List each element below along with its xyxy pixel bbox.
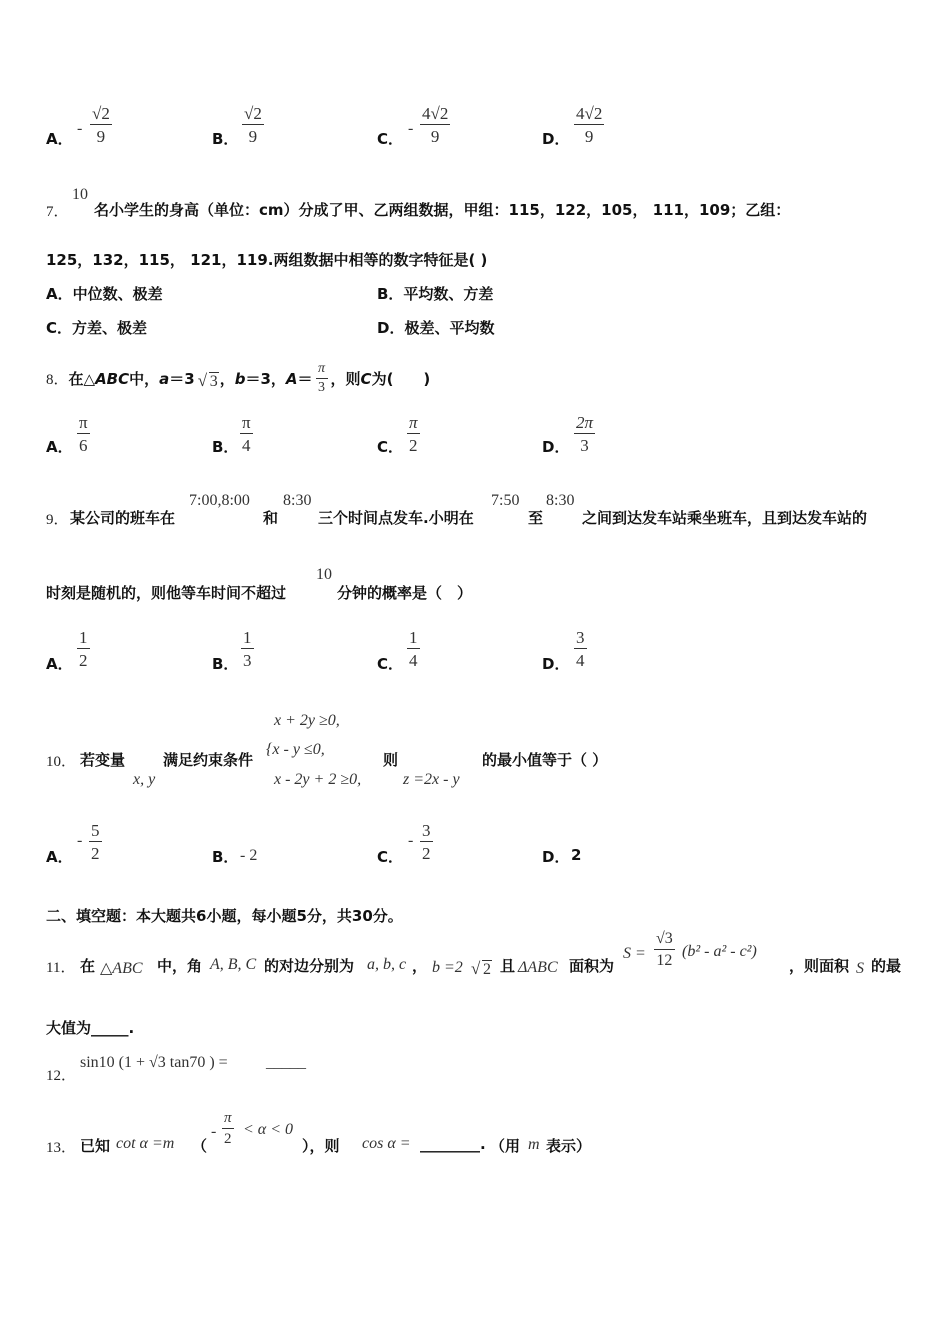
q13-m: m — [528, 1136, 540, 1153]
q8-A: A — [285, 369, 298, 388]
q10-option-c-label: C． — [377, 848, 404, 866]
q10-option-a-num: 5 — [91, 821, 100, 840]
q9-ten: 10 — [316, 566, 332, 583]
q13-cos: cos α = — [362, 1135, 411, 1152]
q13-text-3: 表示） — [546, 1137, 592, 1155]
q10-text-3: 则 — [383, 751, 399, 769]
q8-rad3: 3 — [209, 372, 218, 390]
q11-line2: 大值为_____. — [46, 1019, 135, 1037]
q11-number: 11． — [46, 960, 76, 976]
q10-text-1: 若变量 — [80, 751, 126, 769]
q6-option-b-den: 9 — [248, 127, 258, 146]
q10-objective: z =2x - y — [403, 771, 460, 788]
q6-option-a-den: 9 — [96, 127, 106, 146]
q7-option-d: D．极差、平均数 — [377, 319, 495, 337]
q13-pi-over-2 — [222, 1111, 234, 1147]
q13-paren-open: （ — [192, 1137, 208, 1155]
q7-option-b: B．平均数、方差 — [377, 285, 494, 303]
q8-C: C — [360, 369, 372, 388]
q9-option-c-label: C． — [377, 655, 404, 673]
q13-two: 2 — [224, 1131, 232, 1147]
q11-text-2: 中，角 — [157, 957, 203, 975]
q9-times-1: 7:00,8:00 — [189, 492, 250, 509]
q10-constraint-2: {x - y ≤0, — [266, 741, 325, 758]
q10-option-a-sign: - — [77, 832, 83, 849]
q13-inequality: < α < 0 — [243, 1121, 293, 1138]
q9-text-1: 某公司的班车在 — [70, 509, 176, 527]
q9-option-c-fraction — [407, 629, 420, 669]
q6-option-d-fraction — [574, 105, 604, 145]
q12-number: 12． — [46, 1068, 77, 1084]
q11-fraction — [654, 931, 675, 969]
q9-time-3: 7:50 — [491, 492, 520, 509]
q10-option-b-label: B． — [212, 848, 239, 866]
q11-text-3: 的对边分别为 — [264, 957, 355, 975]
q10-xy: x, y — [133, 771, 156, 788]
q9-time-2: 8:30 — [283, 492, 312, 509]
q9-line2-a: 时刻是随机的，则他等车时间不超过 — [46, 584, 287, 602]
q13-cot: cot α =m — [116, 1135, 175, 1152]
q9-line2-b: 分钟的概率是（ ） — [337, 584, 473, 602]
q8-pi-over-3 — [316, 362, 328, 395]
q11-fraction-den: 12 — [656, 952, 673, 969]
q9-option-b-num: 1 — [243, 628, 252, 647]
q10-option-b-value: - 2 — [240, 847, 258, 864]
q8-number: 8． — [46, 372, 69, 388]
q10-text-4: 的最小值等于（ ） — [482, 751, 608, 769]
q8-three: 3 — [318, 380, 326, 395]
q8-option-a-num: π — [79, 413, 88, 432]
q10-option-d-value: 2 — [571, 846, 582, 864]
q13-pi: π — [224, 1110, 232, 1126]
q11-text-8: 的最 — [871, 957, 902, 975]
q8-stem — [46, 362, 430, 395]
q9-text-3: 三个时间点发车.小明在 — [318, 509, 474, 527]
q11-sqrt-2 — [472, 961, 492, 979]
q8-eq1: ＝3 — [169, 370, 195, 388]
q9-text-4: 至 — [528, 509, 544, 527]
q11-S-eq: S = — [623, 945, 646, 962]
q8-option-c-den: 2 — [409, 436, 418, 455]
q6-option-b-num: √2 — [244, 104, 262, 123]
q8-sqrt-3 — [199, 373, 219, 391]
q8-text-3: ，则 — [330, 370, 361, 388]
q7-line1: 名小学生的身高（单位：cm）分成了甲、乙两组数据，甲组：115，122，105， 111，109；乙组： — [94, 201, 791, 219]
q13-minus: - — [211, 1123, 217, 1140]
q10-option-c-num: 3 — [422, 821, 431, 840]
q11-b-eq: b =2 — [432, 959, 463, 976]
q8-option-c-num: π — [409, 413, 418, 432]
q8-text-4: 为( ) — [371, 370, 431, 388]
q9-option-c-den: 4 — [409, 651, 418, 670]
q6-option-a-sign: - — [77, 120, 83, 137]
q11-sides: a, b, c — [367, 956, 407, 973]
q9-option-c-num: 1 — [409, 628, 418, 647]
q11-rad2: 2 — [483, 961, 491, 978]
section-2-heading: 二、填空题：本大题共6小题，每小题5分，共30分。 — [46, 907, 403, 925]
q10-option-c-fraction — [420, 822, 433, 862]
q13-paren-close: ），则 — [302, 1137, 340, 1155]
q11-text-4: ， — [412, 957, 428, 975]
q6-option-a-num: √2 — [92, 104, 110, 123]
q8-abc: ABC — [95, 369, 130, 388]
q6-option-c-num: 4√2 — [422, 104, 449, 123]
q8-option-d-num: 2π — [576, 413, 594, 432]
q10-option-a-den: 2 — [91, 844, 100, 863]
q6-option-a-label: A． — [46, 130, 73, 148]
q9-option-b-label: B． — [212, 655, 239, 673]
q7-line2: 125，132，115， 121，119.两组数据中相等的数字特征是( ) — [46, 251, 488, 269]
q9-number: 9． — [46, 512, 69, 528]
q6-option-c-den: 9 — [430, 127, 440, 146]
q11-expression: (b² - a² - c²) — [682, 943, 757, 960]
q6-option-b-label: B． — [212, 130, 239, 148]
q12-answer-blank[interactable]: _____ — [266, 1054, 306, 1071]
q9-option-a-num: 1 — [79, 628, 88, 647]
q8-eq2: ＝3， — [245, 370, 286, 388]
q7-count: 10 — [72, 186, 88, 203]
q8-text-1: 在△ — [68, 370, 96, 388]
q8-pi: π — [318, 361, 326, 376]
q8-option-b-fraction — [240, 414, 253, 454]
q10-text-2: 满足约束条件 — [163, 751, 254, 769]
q10-constraint-3: x - 2y + 2 ≥0, — [274, 771, 362, 788]
q13-text-2: （用 — [490, 1137, 521, 1155]
q11-angles: A, B, C — [210, 956, 257, 973]
q10-option-a-label: A． — [46, 848, 73, 866]
q9-option-d-label: D． — [542, 655, 570, 673]
q10-option-c-sign: - — [408, 832, 414, 849]
q9-option-a-fraction — [77, 629, 90, 669]
q8-eq3: ＝ — [297, 370, 313, 388]
q9-option-a-label: A． — [46, 655, 73, 673]
q8-option-c-label: C． — [377, 438, 404, 456]
q9-option-d-num: 3 — [576, 628, 585, 647]
q9-option-d-den: 4 — [576, 651, 585, 670]
q11-triangle-2: ΔABC — [518, 959, 558, 976]
q9-option-d-fraction — [574, 629, 587, 669]
q8-b: b — [234, 369, 246, 388]
q13-text-1: 已知 — [80, 1137, 111, 1155]
q13-answer-blank[interactable]: ________. — [420, 1135, 486, 1153]
q11-S: S — [856, 960, 864, 977]
q9-option-b-fraction — [241, 629, 254, 669]
q7-number: 7． — [46, 204, 69, 220]
q10-constraint-1: x + 2y ≥0, — [274, 712, 340, 729]
q7-option-c: C．方差、极差 — [46, 319, 148, 337]
q8-option-a-den: 6 — [79, 436, 88, 455]
q8-comma: ， — [219, 370, 235, 388]
q11-triangle: △ABC — [100, 960, 143, 977]
q6-option-d-den: 9 — [584, 127, 594, 146]
q13-number: 13． — [46, 1140, 77, 1156]
q6-option-a-fraction — [90, 105, 112, 145]
q8-option-d-den: 3 — [580, 436, 589, 455]
q9-option-a-den: 2 — [79, 651, 88, 670]
q11-fraction-num: √3 — [656, 930, 673, 947]
q8-option-b-num: π — [242, 413, 251, 432]
q12-expression: sin10 (1 + √3 tan70 ) = — [80, 1054, 228, 1071]
q9-text-2: 和 — [263, 509, 279, 527]
q10-option-c-den: 2 — [422, 844, 431, 863]
q8-option-c-fraction — [407, 414, 420, 454]
q9-time-4: 8:30 — [546, 492, 575, 509]
q8-a: a — [159, 369, 170, 388]
q6-option-b-fraction — [242, 105, 264, 145]
q8-option-a-label: A． — [46, 438, 73, 456]
q7-option-a: A．中位数、极差 — [46, 285, 163, 303]
q6-option-c-sign: - — [408, 120, 414, 137]
q6-option-d-label: D． — [542, 130, 570, 148]
q8-option-a-fraction — [77, 414, 90, 454]
q8-option-d-label: D． — [542, 438, 570, 456]
q8-option-d-fraction — [574, 414, 595, 454]
q8-text-2: 中， — [129, 370, 160, 388]
q10-number: 10． — [46, 754, 77, 770]
q6-option-c-fraction — [420, 105, 450, 145]
q8-option-b-label: B． — [212, 438, 239, 456]
q9-text-5: 之间到达发车站乘坐班车，且到达发车站的 — [582, 509, 868, 527]
q6-option-c-label: C． — [377, 130, 404, 148]
q11-text-5: 且 — [500, 957, 516, 975]
q10-option-d-label: D． — [542, 848, 570, 866]
q11-text-1: 在 — [80, 957, 96, 975]
q9-option-b-den: 3 — [243, 651, 252, 670]
q6-option-d-num: 4√2 — [576, 104, 603, 123]
q11-text-7: ，则面积 — [789, 957, 850, 975]
q10-option-a-fraction — [89, 822, 102, 862]
q11-text-6: 面积为 — [569, 957, 615, 975]
q8-option-b-den: 4 — [242, 436, 251, 455]
